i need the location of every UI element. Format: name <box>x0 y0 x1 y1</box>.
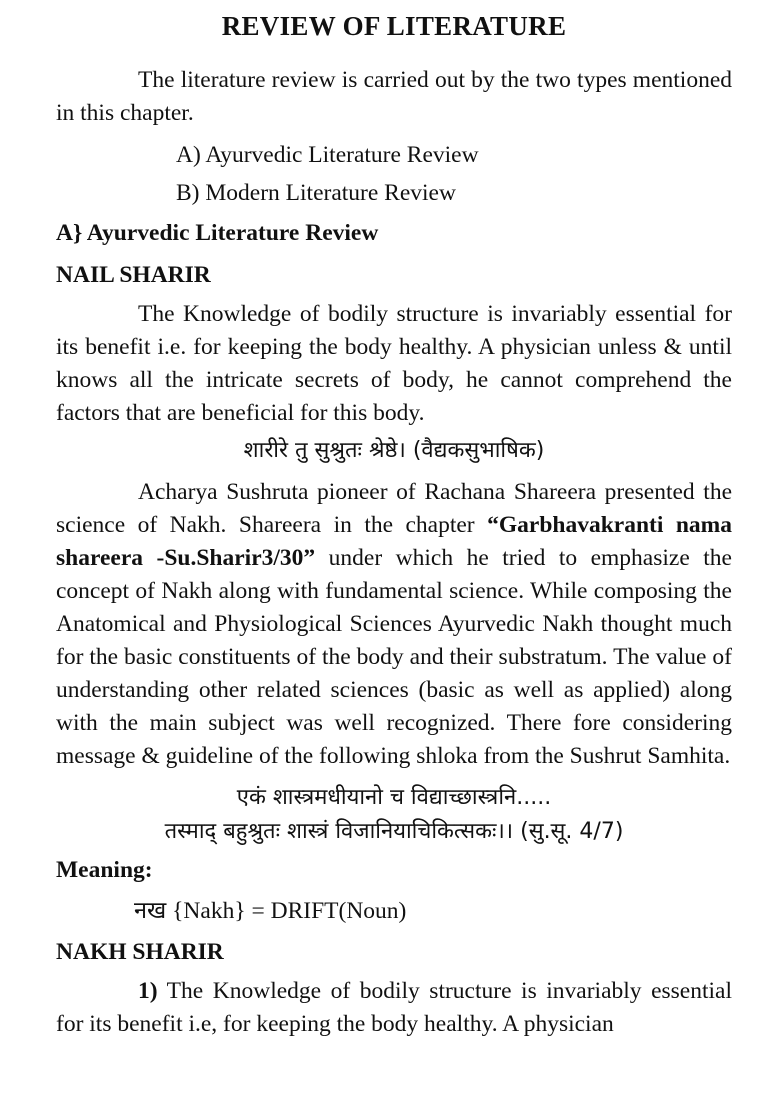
review-types-list <box>56 136 732 212</box>
section-heading-ayurvedic: A} Ayurvedic Literature Review <box>56 220 379 246</box>
page-title: REVIEW OF LITERATURE <box>221 11 567 41</box>
intro-paragraph: The literature review is carried out by the two types mentioned in this chapter. <box>56 67 732 126</box>
list-item: B) Modern Literature Review <box>176 180 456 206</box>
item-number: 1) <box>138 978 158 1004</box>
paragraph: The Knowledge of bodily structure is invariably essential for its benefit i.e. for keeping the body healthy. A physician unless & until knows all the intricate secrets of body, he cannot comprehend the factors that are beneficial for this body. <box>56 301 732 426</box>
text: The Knowledge of bodily structure is invariably essential for its benefit i.e, for keeping the body healthy. A physician <box>56 978 732 1037</box>
paragraph <box>56 476 732 773</box>
heading-nakh-sharir: NAKH SHARIR <box>56 939 224 965</box>
text: Acharya Sushruta pioneer of Rachana Shareera presented the science of Nakh. Shareera in the chapter <box>56 479 732 538</box>
meaning-label: Meaning: <box>56 857 153 883</box>
shloka-line: तस्माद् बहुश्रुतः शास्त्रं विजानियाचिकित्सकः।। (सु.सू. 4/7) <box>164 819 624 844</box>
meaning-text: नख {Nakh} = DRIFT(Noun) <box>134 898 407 924</box>
heading-nail-sharir: NAIL SHARIR <box>56 262 211 288</box>
list-item: A) Ayurvedic Literature Review <box>176 142 479 168</box>
text: under which he tried to emphasize the concept of Nakh along with fundamental science. While composing the Anatomical and Physiological Sciences Ayurvedic Nakh thought much for the basic constituents of the body and their substratum. The value of understanding other related sciences (basic as well as applied) along with the main subject was well recognized. There fore considering message & guideline of the following shloka from the Sushrut Samhita. <box>56 545 732 769</box>
chapter-reference: “Garbhavakranti nama shareera -Su.Sharir3/30” <box>56 512 732 571</box>
sanskrit-quote: शारीरे तु सुश्रुतः श्रेष्ठे। (वैद्यकसुभाषिक) <box>243 438 545 463</box>
paragraph <box>56 975 732 1041</box>
shloka-line: एकं शास्त्रमधीयानो च विद्याच्छास्त्रनि..... <box>236 785 552 810</box>
